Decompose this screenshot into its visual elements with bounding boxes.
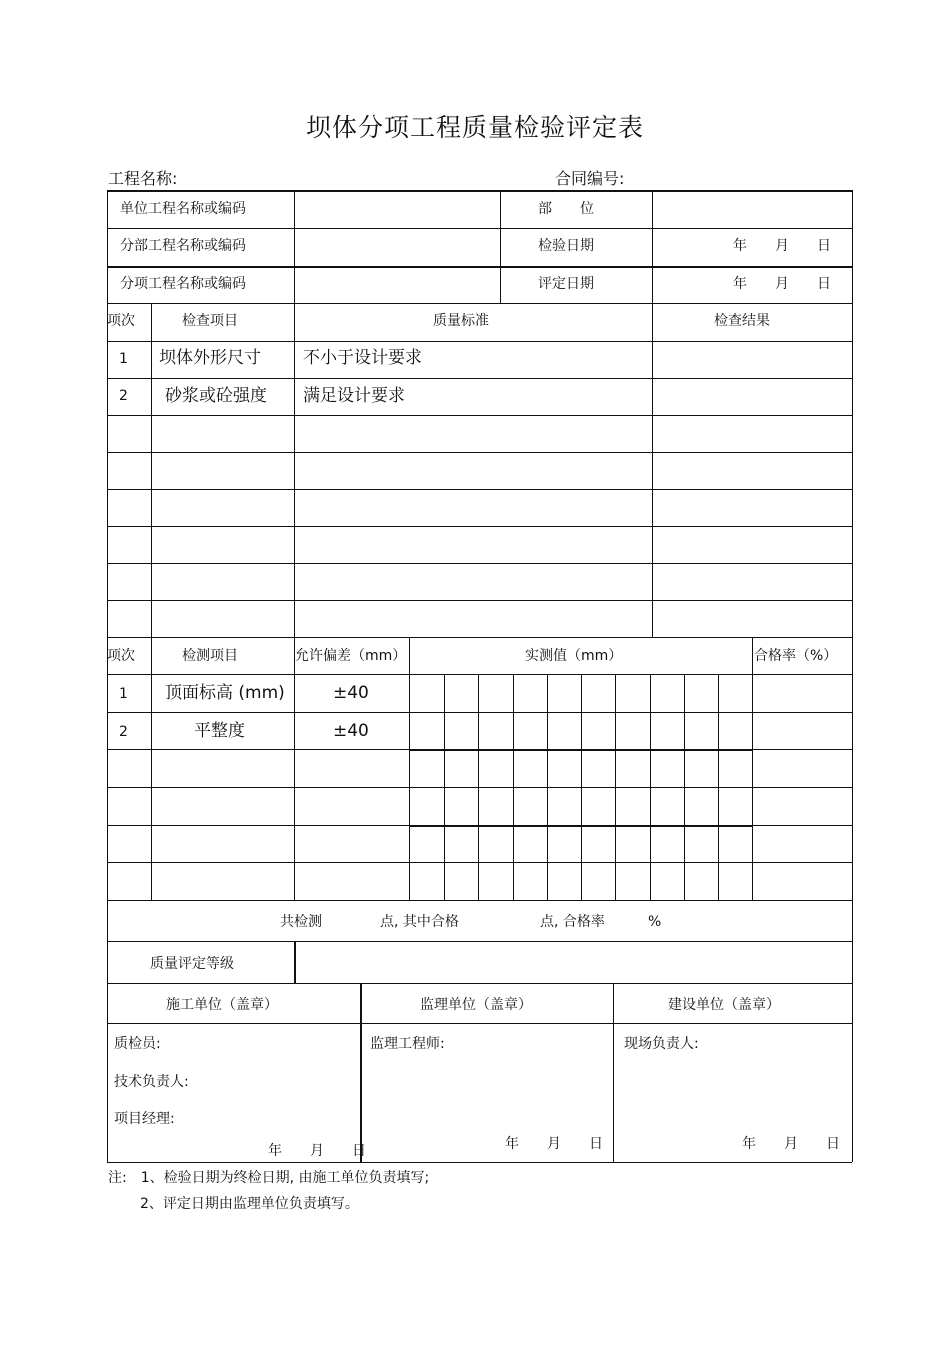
measurement-row-2-item: 平整度: [194, 721, 245, 741]
grid-line-h: [107, 600, 852, 601]
unit-project-label: 单位工程名称或编码: [120, 201, 246, 217]
grid-line-h: [107, 862, 852, 863]
summary-percent: %: [648, 914, 662, 930]
grid-line-v: [360, 983, 362, 1162]
technical-lead-label: 技术负责人:: [114, 1074, 189, 1090]
grid-line-h: [752, 825, 852, 826]
measurement-row-1-no: 1: [119, 686, 128, 702]
inspection-date-label: 检验日期: [538, 238, 594, 254]
grid-line-h: [107, 637, 852, 638]
quality-inspector-label: 质检员:: [114, 1036, 161, 1052]
grid-line-h: [107, 563, 852, 564]
inspection-no-header: 项次: [107, 313, 135, 329]
project-name-label: 工程名称:: [108, 169, 178, 188]
location-label: 部 位: [538, 201, 594, 217]
grid-line-h: [107, 749, 409, 750]
grid-line-v: [294, 941, 296, 983]
grid-line-v: [652, 190, 653, 303]
measurement-row-2-no: 2: [119, 724, 128, 740]
sub-project-label: 分部工程名称或编码: [120, 238, 246, 254]
quality-standard-header: 质量标准: [433, 313, 489, 329]
page-title: 坝体分项工程质量检验评定表: [305, 113, 644, 142]
summary-rate-label: 点, 合格率: [540, 914, 605, 930]
grid-line-h: [107, 452, 852, 453]
grid-line-v: [752, 637, 753, 900]
grid-line-v: [652, 303, 653, 637]
inspection-row-2-item: 砂浆或砼强度: [165, 386, 267, 406]
grid-line-h: [107, 712, 852, 713]
measurement-row-1-item: 顶面标高 (mm): [165, 683, 285, 703]
note-2: 2、评定日期由监理单位负责填写。: [140, 1196, 359, 1212]
supervision-engineer-label: 监理工程师:: [370, 1036, 445, 1052]
inspection-row-2-no: 2: [119, 388, 128, 404]
pass-rate-header: 合格率（%）: [754, 648, 838, 664]
grid-line-v: [294, 303, 295, 637]
grid-line-h: [409, 749, 752, 751]
summary-pass-label: 点, 其中合格: [380, 914, 459, 930]
inspection-row-1-standard: 不小于设计要求: [303, 348, 422, 368]
grid-line-v: [500, 190, 501, 303]
tolerance-header: 允许偏差（mm）: [295, 648, 407, 664]
grid-line-v: [852, 190, 853, 1162]
construction-unit-title: 施工单位（盖章）: [166, 997, 278, 1013]
grid-line-h: [107, 941, 852, 942]
evaluation-date-value: 年 月 日: [733, 276, 831, 292]
grid-line-v: [107, 190, 108, 1162]
grid-line-v: [613, 983, 614, 1162]
grid-line-h: [107, 787, 852, 788]
evaluation-date-label: 评定日期: [538, 276, 594, 292]
grid-line-v: [294, 637, 295, 900]
contract-no-label: 合同编号:: [555, 169, 625, 188]
owner-date: 年 月 日: [742, 1136, 840, 1152]
grid-line-h: [107, 674, 852, 675]
measurement-row-2-tolerance: ±40: [333, 721, 369, 741]
measurement-row-1-tolerance: ±40: [333, 683, 369, 703]
supervision-unit-title: 监理单位（盖章）: [420, 997, 532, 1013]
owner-unit-title: 建设单位（盖章）: [668, 997, 780, 1013]
inspection-row-2-standard: 满足设计要求: [303, 386, 405, 406]
measurement-item-header: 检测项目: [182, 648, 238, 664]
grid-line-h: [107, 489, 852, 490]
grid-line-v: [151, 303, 152, 637]
grid-line-h: [107, 825, 409, 826]
item-project-label: 分项工程名称或编码: [120, 276, 246, 292]
inspection-item-header: 检查项目: [182, 313, 238, 329]
grid-line-h: [107, 378, 852, 379]
inspection-date-value: 年 月 日: [733, 238, 831, 254]
site-manager-label: 现场负责人:: [624, 1036, 699, 1052]
supervision-date: 年 月 日: [505, 1136, 603, 1152]
grid-line-h: [409, 825, 752, 827]
grid-line-v: [294, 190, 295, 303]
inspection-row-1-no: 1: [119, 351, 128, 367]
grid-line-h: [107, 983, 852, 984]
grid-line-h: [107, 1023, 852, 1024]
grid-line-h: [107, 266, 852, 268]
quality-grade-label: 质量评定等级: [150, 956, 234, 972]
construction-date: 年 月 日: [268, 1143, 366, 1159]
grid-line-h: [107, 526, 852, 527]
grid-line-h: [107, 900, 852, 901]
grid-line-h: [107, 190, 852, 192]
grid-line-v: [151, 637, 152, 900]
grid-line-h: [107, 1162, 852, 1163]
grid-line-h: [107, 341, 852, 342]
note-1: 注: 1、检验日期为终检日期, 由施工单位负责填写;: [108, 1170, 430, 1186]
grid-line-h: [107, 228, 852, 229]
inspection-result-header: 检查结果: [714, 313, 770, 329]
grid-line-h: [107, 415, 852, 416]
measured-value-header: 实测值（mm）: [525, 648, 623, 664]
project-manager-label: 项目经理:: [114, 1111, 175, 1127]
inspection-row-1-item: 坝体外形尺寸: [159, 348, 261, 368]
grid-line-v: [409, 637, 410, 900]
summary-total-label: 共检测: [280, 914, 322, 930]
measurement-no-header: 项次: [107, 648, 135, 664]
grid-line-h: [107, 303, 852, 304]
grid-line-h: [752, 749, 852, 750]
